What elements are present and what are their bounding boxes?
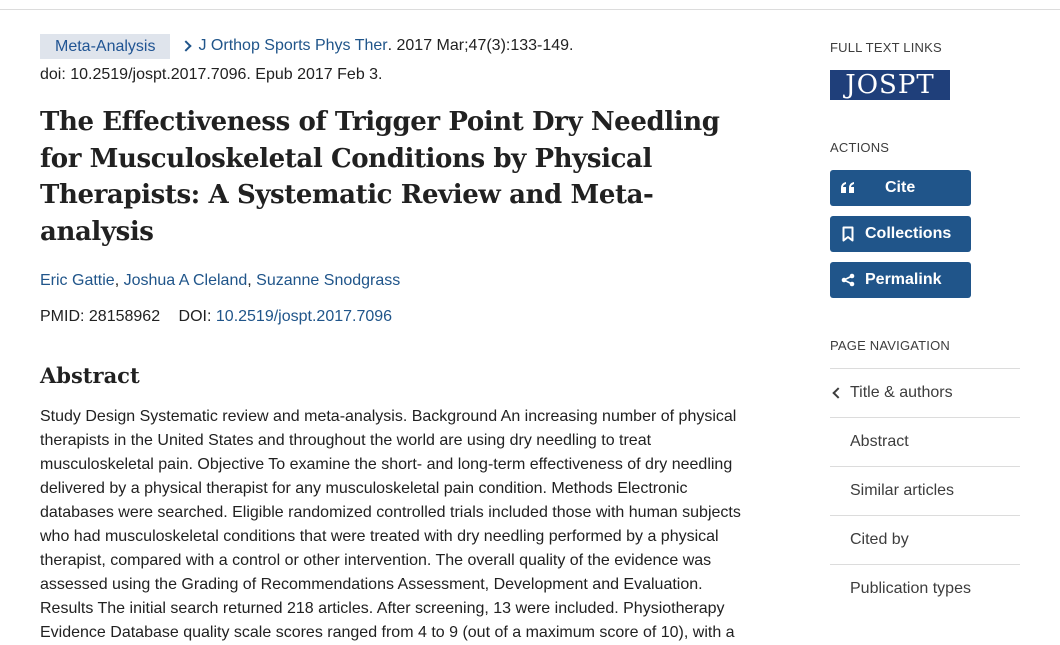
bookmark-icon — [830, 226, 865, 242]
abstract-heading: Abstract — [40, 363, 140, 388]
nav-item-cited-by[interactable] — [830, 515, 1020, 564]
doi-link[interactable]: 10.2519/jospt.2017.7096 — [215, 308, 393, 325]
article-title: The Effectiveness of Trigger Point Dry Needling for Musculoskeletal Conditions by Physical Therapists: A Systematic Review and Meta-analysis — [40, 107, 720, 247]
page-navigation-label: PAGE NAVIGATION — [830, 338, 951, 353]
nav-item-label: Publication types — [850, 580, 971, 597]
quote-icon — [830, 181, 865, 195]
authors-list — [40, 269, 760, 293]
nav-item-similar-articles[interactable] — [830, 466, 1020, 515]
nav-item-title-authors[interactable] — [830, 368, 1020, 417]
identifiers — [40, 305, 760, 329]
chevron-right-icon — [181, 40, 192, 51]
author-link[interactable]: Suzanne Snodgrass — [256, 272, 401, 289]
top-border — [0, 0, 1060, 10]
pmid-value: 28158962 — [88, 308, 161, 325]
author-link[interactable]: Joshua A Cleland — [123, 272, 248, 289]
permalink-button[interactable] — [830, 262, 971, 298]
page-navigation — [830, 368, 1020, 613]
actions-label: ACTIONS — [830, 140, 890, 155]
nav-item-publication-types[interactable] — [830, 564, 1020, 613]
permalink-button-label: Permalink — [865, 271, 942, 288]
journal-link[interactable]: J Orthop Sports Phys Ther — [198, 37, 388, 54]
collections-button[interactable] — [830, 216, 971, 252]
pmid-label: PMID: — [40, 308, 85, 325]
citation-details: . 2017 Mar;47(3):133-149. — [387, 37, 574, 54]
cite-button[interactable] — [830, 170, 971, 206]
jospt-logo-link[interactable]: JOSPT — [830, 70, 950, 100]
abstract-text: Study Design Systematic review and meta-analysis. Background An increasing number of physical therapists in the United States and throughout the world are using dry needling to treat musculoskeletal pain. Objective To examine the short- and long-term effectiveness of dry needling delivered by a physical therapist for any musculoskeletal pain condition. Methods Electronic databases were searched. Eligible randomized controlled trials included those with human subjects who had musculoskeletal conditions that were treated with dry needling performed by a physical therapist, compared with a control or other intervention. The overall quality of the evidence was assessed using the Grading of Recommendations Assessment, Development and Evaluation. Results The initial search returned 218 articles. After screening, 13 were included. Physiotherapy Evidence Database quality scale scores ranged from 4 to 9 (out of a maximum score of 10), with a — [40, 408, 741, 641]
nav-item-label: Abstract — [850, 433, 909, 450]
nav-item-abstract[interactable] — [830, 417, 1020, 466]
cite-button-label: Cite — [885, 179, 916, 196]
collections-button-label: Collections — [865, 225, 952, 242]
citation-line — [40, 34, 760, 58]
doi-line: doi: 10.2519/jospt.2017.7096. Epub 2017 Feb 3. — [40, 66, 383, 83]
nav-item-label: Similar articles — [850, 482, 955, 499]
article-type-badge: Meta-Analysis — [40, 34, 170, 59]
doi-label: DOI: — [178, 308, 212, 325]
chevron-left-icon — [832, 387, 843, 398]
article-main — [40, 34, 760, 645]
full-text-links-label: FULL TEXT LINKS — [830, 40, 942, 55]
author-separator: , — [247, 272, 252, 289]
author-separator: , — [114, 272, 120, 289]
nav-item-label: Cited by — [850, 531, 909, 548]
author-link[interactable]: Eric Gattie — [40, 272, 115, 289]
nav-item-label: Title & authors — [850, 384, 953, 401]
share-icon — [830, 273, 865, 287]
